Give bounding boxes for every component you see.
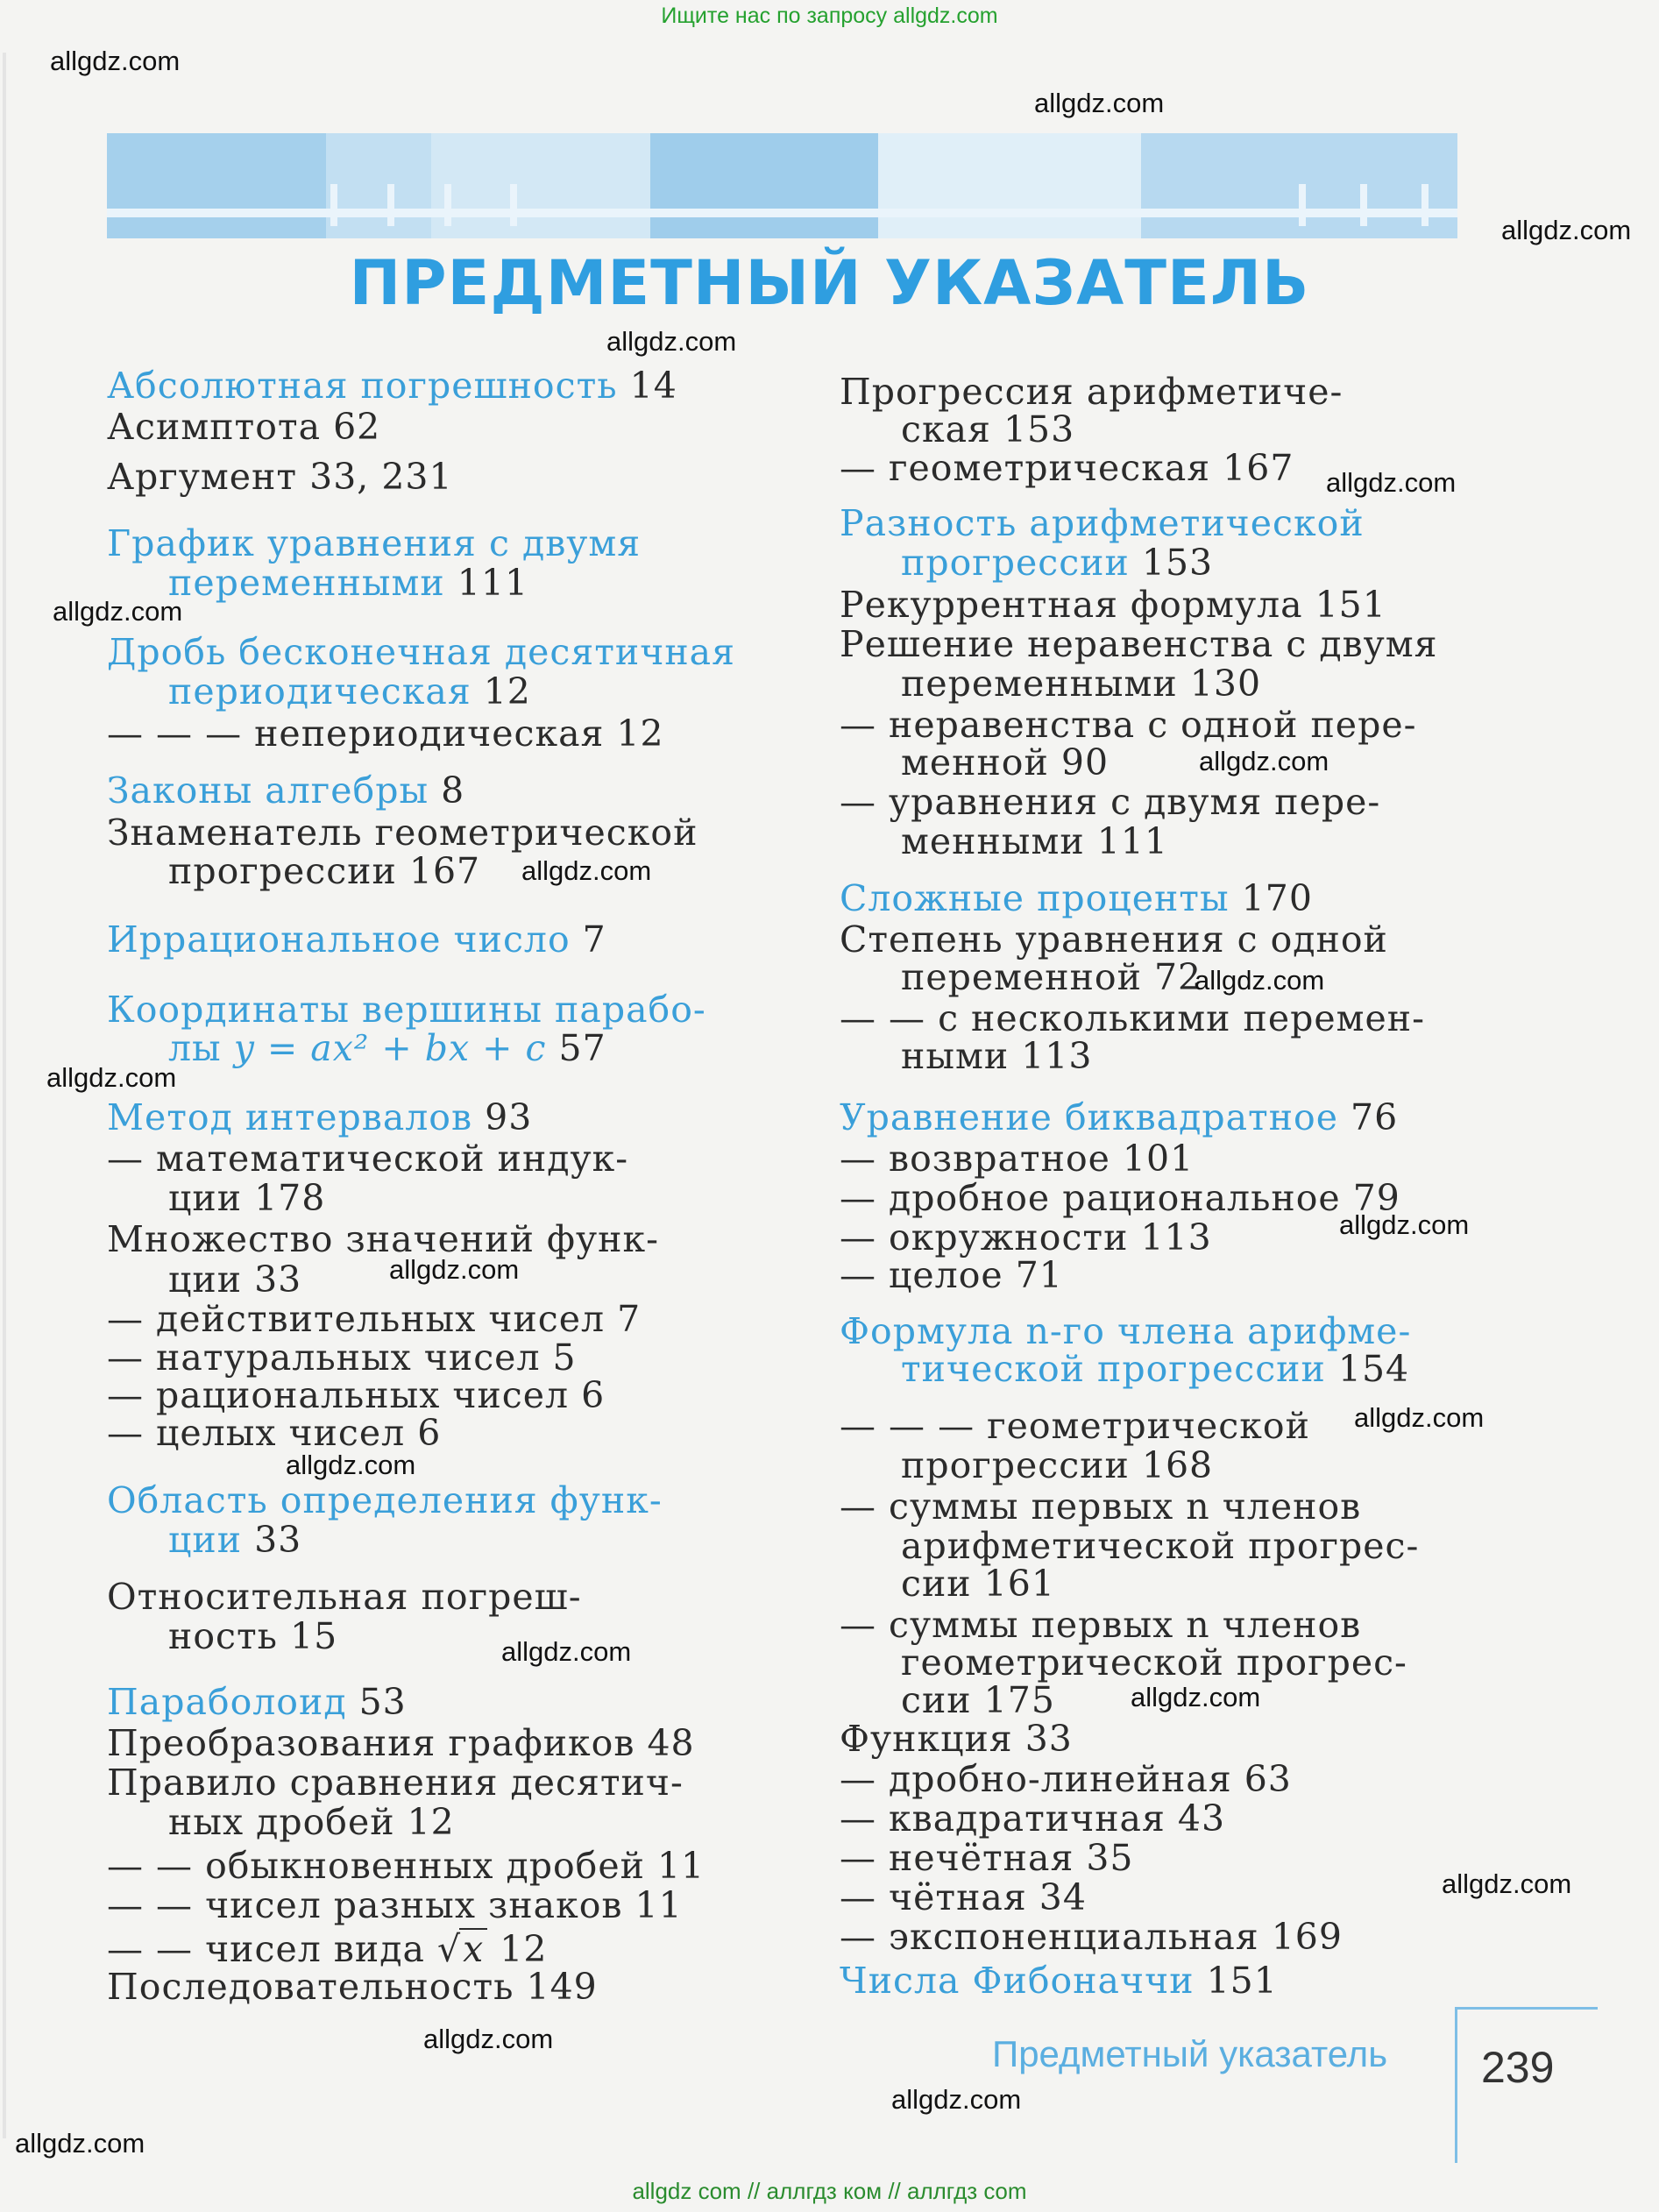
index-page-number: 170	[1229, 877, 1313, 919]
left-index-entry	[107, 1886, 683, 1925]
index-term-text: переменными	[168, 562, 445, 604]
index-term-text: Функция	[840, 1718, 1013, 1760]
index-term-text: Рекуррентная формула	[840, 584, 1303, 626]
right-index-entry	[840, 1487, 1361, 1526]
left-index-entry	[107, 408, 380, 446]
index-page-number: 14	[617, 365, 677, 407]
index-term-text: ность	[168, 1615, 278, 1657]
left-index-entry	[107, 1179, 325, 1217]
index-page-number: 48	[635, 1722, 695, 1764]
right-index-entry	[840, 1643, 1407, 1682]
footer-note[interactable]	[0, 2178, 1659, 2205]
right-index-entry	[840, 920, 1388, 959]
index-page-number: 153	[990, 408, 1075, 450]
left-index-entry	[107, 1376, 605, 1414]
index-page-number: 111	[444, 562, 529, 604]
index-page-number: 6	[405, 1412, 442, 1454]
index-term-text: переменными	[901, 663, 1178, 705]
index-term-text: Формула n-го члена арифме-	[840, 1310, 1412, 1352]
watermark[interactable]: allgdz.com	[891, 2084, 1022, 2115]
index-term-text: — суммы первых n членов	[840, 1604, 1362, 1646]
index-term-text: прогрессии	[901, 542, 1130, 584]
index-term-text: Параболоид	[107, 1681, 347, 1723]
right-index-entry	[840, 1098, 1398, 1137]
footer-note-part2[interactable]: аллгдз ком	[766, 2178, 883, 2204]
right-index-entry	[840, 543, 1213, 582]
index-term-text: сии	[901, 1679, 972, 1721]
left-index-entry	[107, 1300, 641, 1338]
index-page-number: 33	[242, 1258, 302, 1301]
right-index-entry	[840, 1407, 1310, 1445]
index-term-text: — — обыкновенных дробей	[107, 1845, 645, 1887]
index-page-number: 101	[1110, 1138, 1195, 1180]
index-term-text: тической прогрессии	[901, 1348, 1326, 1390]
right-index-entry	[840, 1799, 1225, 1838]
left-index-entry	[107, 1414, 441, 1452]
index-term-text: ных дробей	[168, 1801, 395, 1843]
index-term-text: Преобразования графиков	[107, 1722, 635, 1764]
page-title: ПРЕДМЕТНЫЙ УКАЗАТЕЛЬ	[349, 247, 1310, 319]
index-term-text: менными	[901, 820, 1085, 862]
header-banner	[107, 133, 1457, 238]
index-term-text: Множество значений функ-	[107, 1218, 659, 1260]
watermark[interactable]: allgdz.com	[606, 326, 737, 357]
index-term-text: — уравнения с двумя пере-	[840, 781, 1381, 823]
page-margin-line	[3, 53, 6, 2138]
index-page-number: 167	[396, 850, 481, 892]
index-page-number: 63	[1231, 1758, 1292, 1800]
right-index-entry	[840, 1719, 1073, 1758]
index-term-text: — — с несколькими перемен-	[840, 997, 1425, 1039]
index-page-number: 169	[1258, 1916, 1343, 1958]
left-index-entry	[107, 1338, 577, 1377]
right-index-entry	[840, 410, 1074, 449]
right-index-entry	[840, 1839, 1134, 1877]
index-page-number: 35	[1074, 1837, 1134, 1879]
right-index-entry	[840, 999, 1425, 1038]
right-index-entry	[840, 372, 1343, 411]
index-term-text: — натуральных чисел	[107, 1336, 541, 1379]
page-number: 239	[1481, 2043, 1555, 2092]
index-term-text: — действительных чисел	[107, 1298, 606, 1340]
left-index-entry	[107, 1803, 455, 1841]
left-index-entry	[107, 1967, 598, 2006]
watermark[interactable]: allgdz.com	[1326, 467, 1457, 498]
right-index-entry	[840, 1606, 1361, 1644]
left-index-entry	[107, 1577, 582, 1616]
index-page-number: 161	[971, 1563, 1055, 1605]
index-term-text: ции	[168, 1258, 243, 1301]
index-term-text: — — чисел вида	[107, 1928, 425, 1970]
header-note[interactable]: Ищите нас по запросу allgdz.com	[661, 4, 998, 28]
left-index-entry	[107, 1763, 684, 1802]
index-term-text: — — чисел разных знаков	[107, 1884, 623, 1926]
footer-note-sep-2: //	[888, 2178, 901, 2204]
watermark[interactable]: allgdz.com	[50, 46, 181, 76]
right-index-entry	[840, 822, 1168, 861]
watermark[interactable]: allgdz.com	[15, 2128, 145, 2159]
index-page-number: 154	[1325, 1348, 1410, 1390]
index-term-text: Решение неравенства с двумя	[840, 623, 1438, 665]
left-index-entry	[107, 1617, 337, 1655]
watermark[interactable]: allgdz.com	[501, 1636, 632, 1667]
index-term-text: Аргумент	[107, 456, 298, 498]
index-page-number: 5	[540, 1336, 577, 1379]
index-term-text: — квадратичная	[840, 1797, 1166, 1840]
index-term-text: Координаты вершины парабо-	[107, 989, 706, 1031]
index-term-text: — нечётная	[840, 1837, 1074, 1879]
index-term-text: — неравенства с одной пере-	[840, 704, 1417, 746]
index-page-number: 7	[605, 1298, 642, 1340]
index-page-number: 153	[1129, 542, 1214, 584]
left-index-entry	[107, 852, 480, 890]
index-term-text: — геометрическая	[840, 447, 1211, 489]
index-term-text: Знаменатель геометрической	[107, 812, 698, 854]
index-term-text: Прогрессия арифметиче-	[840, 371, 1344, 413]
index-page-number: 12	[604, 713, 664, 755]
index-term-text: Последовательность	[107, 1966, 514, 2008]
index-page-number: 151	[1194, 1960, 1278, 2002]
index-term-text: Числа Фибоначчи	[840, 1960, 1195, 2002]
index-term-text: геометрической прогрес-	[901, 1641, 1407, 1684]
index-term-text: — суммы первых n членов	[840, 1485, 1362, 1528]
index-term-text: — экспоненциальная	[840, 1916, 1259, 1958]
index-term-formula: y = ax² + bx + c	[221, 1027, 547, 1069]
left-index-entry	[107, 813, 698, 852]
index-page-number: 149	[514, 1966, 598, 2008]
right-index-entry	[840, 1681, 1055, 1719]
right-index-entry	[840, 1527, 1419, 1565]
watermark[interactable]: allgdz.com	[521, 855, 652, 886]
left-index-entry	[107, 1481, 663, 1520]
left-index-entry	[107, 633, 735, 671]
watermark[interactable]: allgdz.com	[1034, 88, 1165, 118]
index-term-text: — окружности	[840, 1216, 1129, 1258]
left-index-entry	[107, 1220, 659, 1258]
index-term-text: Область определения функ-	[107, 1479, 663, 1521]
index-term-text: переменной	[901, 956, 1142, 998]
index-term-text: ции	[168, 1177, 243, 1219]
watermark[interactable]: allgdz.com	[1199, 746, 1329, 776]
left-index-entry	[107, 714, 664, 753]
right-index-entry	[840, 1256, 1063, 1294]
index-page-number: 12	[394, 1801, 455, 1843]
index-page-number: 33	[242, 1519, 302, 1561]
watermark[interactable]: allgdz.com	[389, 1254, 520, 1285]
left-index-entry	[107, 1683, 407, 1721]
index-page-number: 168	[1129, 1444, 1214, 1486]
right-index-entry	[840, 1179, 1400, 1217]
watermark[interactable]: allgdz.com	[1501, 215, 1632, 245]
index-page-number: 12	[471, 670, 531, 713]
left-index-entry	[107, 1139, 628, 1178]
right-index-entry	[840, 585, 1386, 624]
index-term-text: Дробь бесконечная десятичная	[107, 631, 735, 673]
index-term-text: — математической индук-	[107, 1138, 629, 1180]
index-term-text: Уравнение биквадратное	[840, 1096, 1338, 1138]
index-term-text: Степень уравнения с одной	[840, 918, 1388, 961]
left-index-entry	[107, 1260, 301, 1299]
right-index-entry	[840, 1139, 1194, 1178]
footer-section-label: Предметный указатель	[992, 2033, 1388, 2074]
left-index-entry	[107, 457, 453, 496]
right-index-entry	[840, 1218, 1212, 1257]
index-page-number: 178	[242, 1177, 326, 1219]
watermark[interactable]: allgdz.com	[286, 1450, 416, 1480]
index-term-text: Законы алгебры	[107, 769, 429, 812]
left-index-entry	[107, 524, 641, 563]
footer-note-sep-1: //	[747, 2178, 761, 2204]
index-page-number: 76	[1338, 1096, 1399, 1138]
index-term-text: лы	[168, 1027, 222, 1069]
index-term-text: — — — геометрической	[840, 1405, 1310, 1447]
index-term-text: Иррациональное число	[107, 918, 571, 961]
left-index-entry	[107, 1521, 301, 1559]
watermark[interactable]: allgdz.com	[423, 2024, 554, 2054]
left-index-entry	[107, 1098, 532, 1137]
index-term-text: Разность арифметической	[840, 502, 1365, 544]
index-page-number: 72	[1141, 956, 1202, 998]
sqrt-symbol: √	[424, 1928, 462, 1970]
index-page-number: 53	[346, 1681, 407, 1723]
right-index-entry	[840, 958, 1202, 996]
index-term-text: Правило сравнения десятич-	[107, 1762, 684, 1804]
index-term-text: — дробно-линейная	[840, 1758, 1232, 1800]
left-index-entry	[107, 1847, 705, 1885]
index-page-number: 33, 231	[297, 456, 453, 498]
watermark[interactable]: allgdz.com	[46, 1062, 177, 1093]
right-index-entry	[840, 879, 1313, 918]
index-page-number: 167	[1210, 447, 1294, 489]
left-index-entry	[107, 1029, 606, 1067]
right-index-entry	[840, 783, 1380, 821]
footer-note-part1[interactable]: allgdz com	[632, 2178, 741, 2204]
right-index-entry	[840, 1878, 1087, 1917]
index-term-text: — рациональных чисел	[107, 1374, 570, 1416]
left-index-entry	[107, 1928, 547, 1968]
index-term-text: ными	[901, 1035, 1010, 1077]
index-page-number: 93	[472, 1096, 533, 1138]
index-page-number: 62	[321, 406, 381, 448]
index-page-number: 11	[644, 1845, 705, 1887]
index-page-number: 113	[1009, 1035, 1093, 1077]
index-term-text: — чётная	[840, 1876, 1027, 1918]
index-term-text: Сложные проценты	[840, 877, 1230, 919]
index-page-number: 33	[1012, 1718, 1073, 1760]
right-index-entry	[840, 504, 1365, 542]
index-term-text: ская	[901, 408, 991, 450]
right-index-entry	[840, 1350, 1409, 1388]
watermark[interactable]: allgdz.com	[1442, 1868, 1572, 1899]
right-index-entry	[840, 625, 1438, 663]
index-term-text: — дробное рациональное	[840, 1177, 1341, 1219]
index-page-number: 12	[487, 1928, 548, 1970]
watermark[interactable]: allgdz.com	[1195, 965, 1325, 996]
index-term-text: сии	[901, 1563, 972, 1605]
left-index-entry	[107, 990, 706, 1029]
index-term-text: прогрессии	[168, 850, 397, 892]
index-term-text: Абсолютная погрешность	[107, 365, 618, 407]
index-term-text: — целых чисел	[107, 1412, 406, 1454]
watermark[interactable]: allgdz.com	[1131, 1682, 1261, 1712]
right-index-entry	[840, 1312, 1411, 1351]
watermark[interactable]: allgdz.com	[1339, 1209, 1470, 1240]
right-index-entry	[840, 1961, 1278, 2000]
index-page-number: 15	[277, 1615, 338, 1657]
index-page-number: 34	[1026, 1876, 1087, 1918]
index-page-number: 113	[1128, 1216, 1212, 1258]
left-index-entry	[107, 366, 677, 405]
index-page-number: 8	[429, 769, 465, 812]
footer-note-part3[interactable]: аллгдз com	[907, 2178, 1027, 2204]
watermark[interactable]: allgdz.com	[1354, 1402, 1485, 1433]
index-term-text: ции	[168, 1519, 243, 1561]
right-index-entry	[840, 664, 1261, 703]
index-term-text: Асимптота	[107, 406, 322, 448]
index-page-number: 43	[1165, 1797, 1226, 1840]
index-page-number: 71	[1003, 1254, 1063, 1296]
index-page-number: 175	[971, 1679, 1055, 1721]
index-term-text: Относительная погреш-	[107, 1576, 582, 1618]
index-page-number: 130	[1177, 663, 1262, 705]
index-term-text: менной	[901, 741, 1049, 783]
left-index-entry	[107, 1724, 695, 1762]
right-index-entry	[840, 1446, 1213, 1485]
index-term-text: периодическая	[168, 670, 471, 713]
index-page-number: 90	[1048, 741, 1110, 783]
index-term-text: арифметической прогрес-	[901, 1525, 1420, 1567]
right-index-entry	[840, 449, 1294, 487]
index-page-number: 151	[1302, 584, 1386, 626]
index-term-text: прогрессии	[901, 1444, 1130, 1486]
right-index-entry	[840, 1760, 1292, 1798]
index-page-number: 57	[546, 1027, 606, 1069]
index-page-number: 7	[570, 918, 606, 961]
right-index-entry	[840, 1564, 1055, 1603]
index-term-text: График уравнения с двумя	[107, 522, 642, 564]
left-index-entry	[107, 920, 606, 959]
index-term-text: — целое	[840, 1254, 1003, 1296]
index-term-text: — — — непериодическая	[107, 713, 605, 755]
sqrt-radicand: x	[459, 1928, 487, 1968]
index-page-number: 79	[1340, 1177, 1400, 1219]
right-index-entry	[840, 743, 1109, 782]
right-index-entry	[840, 705, 1416, 744]
index-page-number: 11	[622, 1884, 683, 1926]
index-term-text: — возвратное	[840, 1138, 1110, 1180]
index-page-number: 6	[569, 1374, 606, 1416]
watermark[interactable]: allgdz.com	[53, 596, 183, 627]
index-page-number: 111	[1084, 820, 1168, 862]
left-index-entry	[107, 672, 531, 711]
left-index-entry	[107, 771, 464, 810]
right-index-entry	[840, 1918, 1343, 1956]
right-index-entry	[840, 1037, 1092, 1075]
index-term-text: Метод интервалов	[107, 1096, 473, 1138]
